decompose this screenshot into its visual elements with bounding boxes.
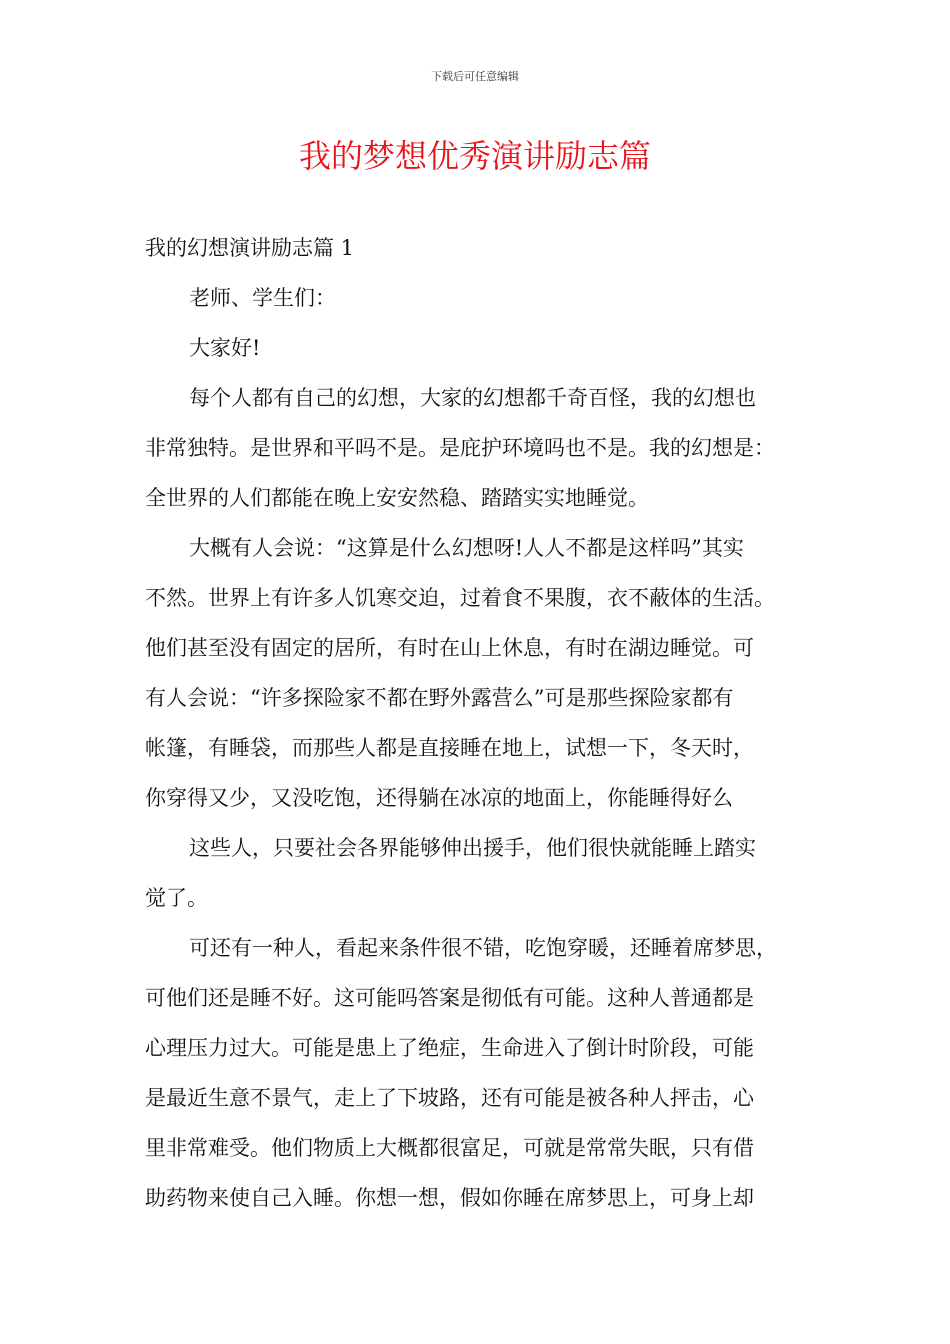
- section-heading: 我的幻想演讲励志篇 1: [145, 236, 355, 260]
- text-line: 帐篷，有睡袋，而那些人都是直接睡在地上，试想一下，冬天时，: [145, 736, 754, 760]
- text-line: 老师、学生们：: [189, 286, 336, 310]
- text-line: 是最近生意不景气，走上了下坡路，还有可能是被各种人抨击，心: [145, 1086, 754, 1110]
- header-note: 下载后可任意编辑: [431, 70, 519, 83]
- text-line: 大家好!: [189, 336, 261, 360]
- paragraph-hardship: [145, 523, 813, 823]
- text-line: 可还有一种人，看起来条件很不错，吃饱穿暖，还睡着席梦思，: [189, 936, 777, 960]
- paragraph-dream: [145, 373, 813, 523]
- text-line: 每个人都有自己的幻想，大家的幻想都千奇百怪，我的幻想也: [189, 386, 756, 410]
- text-line: 可他们还是睡不好。这可能吗答案是彻低有可能。这种人普通都是: [145, 986, 754, 1010]
- text-line: 非常独特。是世界和平吗不是。是庇护环境吗也不是。我的幻想是：: [145, 436, 775, 460]
- text-line: 觉了。: [145, 886, 208, 910]
- text-line: 大概有人会说：“这算是什么幻想呀!人人不都是这样吗”其实: [189, 536, 744, 560]
- text-line: 你穿得又少，又没吃饱，还得躺在冰凉的地面上，你能睡得好么: [145, 786, 733, 810]
- paragraph-help: [145, 823, 813, 923]
- paragraph-greeting: [145, 323, 813, 373]
- paragraph-salutation: [145, 273, 813, 323]
- text-line: 不然。世界上有许多人饥寒交迫，过着食不果腹，衣不蔽体的生活。: [145, 586, 775, 610]
- text-line: 有人会说：“许多探险家不都在野外露营么”可是那些探险家都有: [145, 686, 734, 710]
- paragraph-stress: [145, 923, 813, 1223]
- document-body: [145, 223, 813, 1223]
- text-line: 里非常难受。他们物质上大概都很富足，可就是常常失眠，只有借: [145, 1136, 754, 1160]
- text-line: 助药物来使自己入睡。你想一想，假如你睡在席梦思上，可身上却: [145, 1186, 754, 1210]
- text-line: 这些人，只要社会各界能够伸出援手，他们很快就能睡上踏实: [189, 836, 756, 860]
- text-line: 心理压力过大。可能是患上了绝症，生命进入了倒计时阶段，可能: [145, 1036, 754, 1060]
- text-line: 他们甚至没有固定的居所，有时在山上休息，有时在湖边睡觉。可: [145, 636, 754, 660]
- document-title: 我的梦想优秀演讲励志篇: [298, 137, 651, 175]
- text-line: 全世界的人们都能在晚上安安然稳、踏踏实实地睡觉。: [145, 486, 649, 510]
